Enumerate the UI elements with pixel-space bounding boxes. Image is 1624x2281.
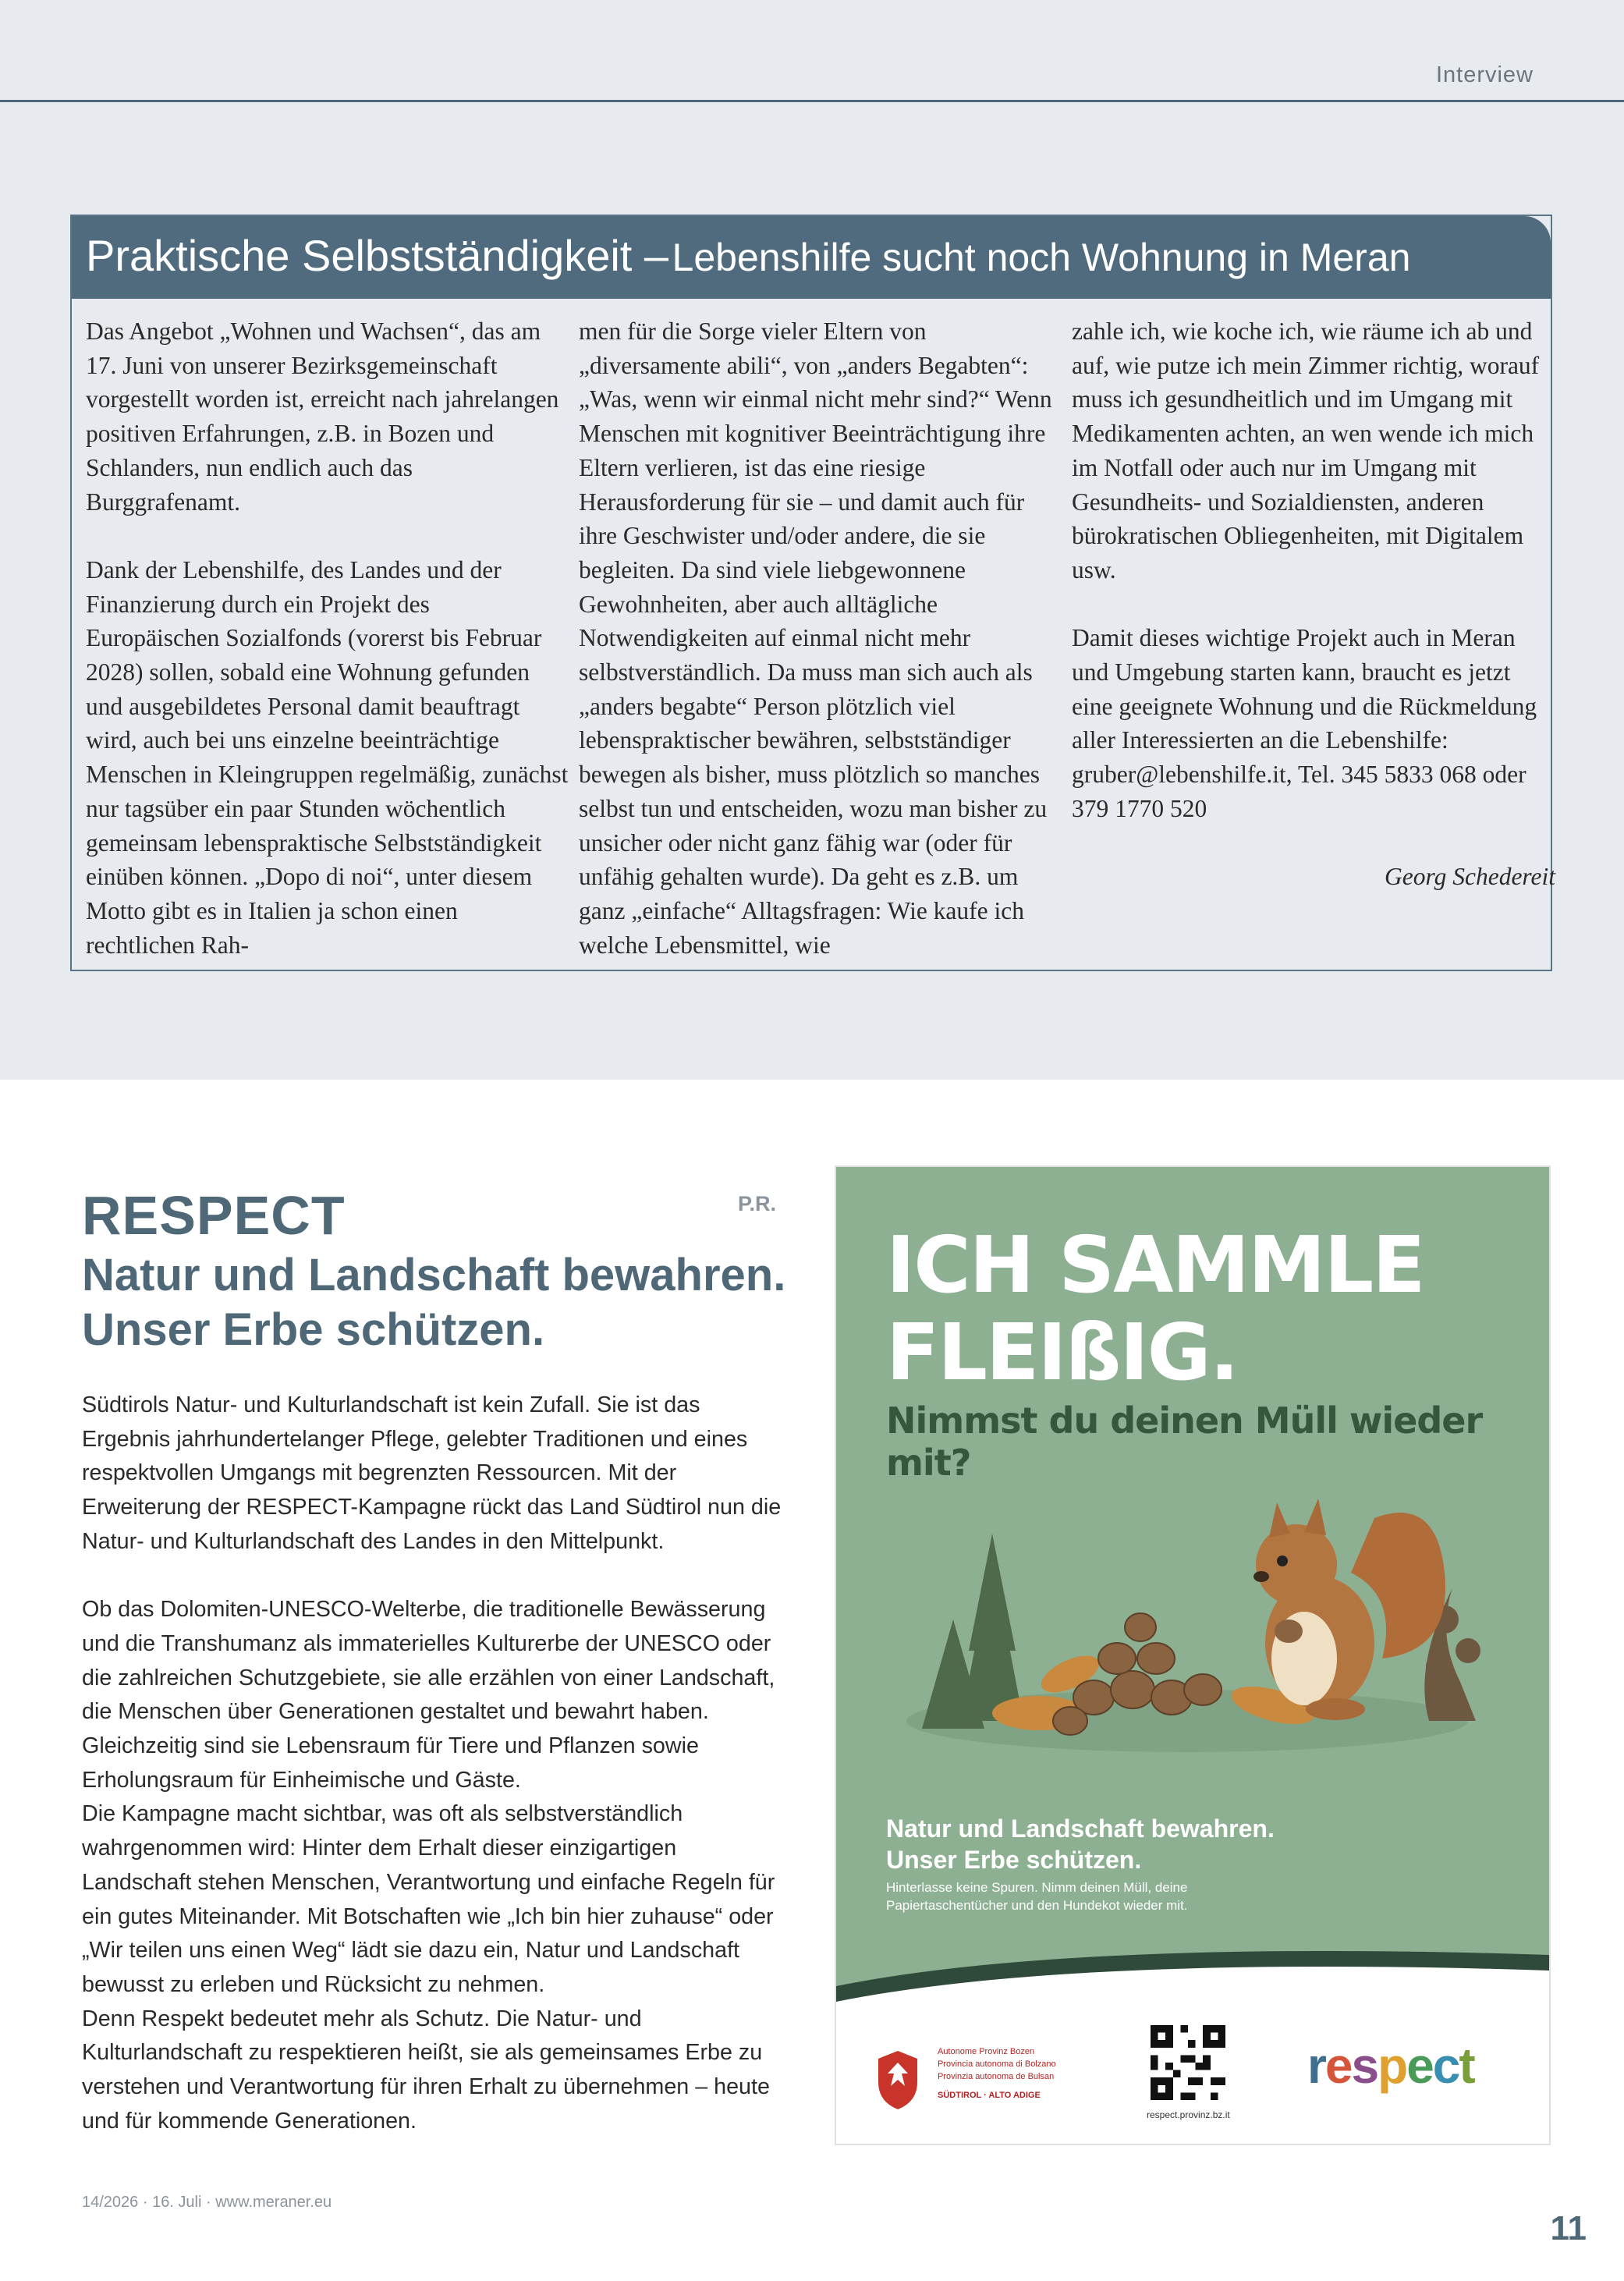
ad-small-text: Hinterlasse keine Spuren. Nimm deinen Müll, deine Papiertaschentücher und den Hundekot wieder mit. [886, 1880, 1188, 1913]
header-rule [0, 100, 1624, 102]
article-column-2 [579, 314, 1062, 962]
article-subtitle: Lebenshilfe sucht noch Wohnung in Meran [672, 236, 1411, 279]
logo-letter: p [1378, 2038, 1407, 2094]
pr-label: P.R. [738, 1192, 777, 1215]
paragraph: zahle ich, wie koche ich, wie räume ich ab und auf, wie putze ich mein Zimmer richtig, worauf muss ich gesundheitlich und im Umgang mit Medikamenten achten, an wen wende ich mich im Notfall oder auch nur im Umgang mit Gesundheits- und Sozialdiensten, anderen bürokratischen Obliegenheiten, mit Digitalem usw. [1072, 317, 1540, 584]
page-number: 11 [1550, 2209, 1587, 2247]
ad-headline-line: ICH SAMMLE [886, 1219, 1424, 1311]
province-region: SÜDTIROL · ALTO ADIGE [938, 2091, 1041, 2100]
ad-question: Nimmst du deinen Müll wieder mit? [886, 1399, 1483, 1484]
respect-title: RESPECT [82, 1185, 346, 1246]
respect-body [82, 1389, 792, 2138]
respect-logo [1307, 2037, 1474, 2095]
article-box [70, 215, 1555, 971]
article-title-bar [72, 216, 1551, 299]
ad-headline [886, 1219, 1424, 1398]
paragraph: Südtirols Natur- und Kulturlandschaft ist kein Zufall. Sie ist das Ergebnis jahrhundertelanger Pflege, gelebter Traditionen und eines respektvollen Umgangs mit begrenzten Ressourcen. Mit der Erweiterung der RESPECT-Kampagne rückt das Land Südtirol nun die Natur- und Kulturlandschaft des Landes in den Mittelpunkt. [82, 1392, 782, 1554]
author: Georg Schedereit [1385, 863, 1555, 891]
qr-url: respect.provinz.bz.it [1147, 2109, 1230, 2120]
section-label: Interview [1435, 62, 1534, 87]
logo-letter: s [1351, 2038, 1378, 2094]
squirrel-illustration [836, 1463, 1549, 1799]
logo-letter: e [1324, 2038, 1352, 2094]
paragraph: Dank der Lebenshilfe, des Landes und der Finanzierung durch ein Projekt des Europäischen Sozialfonds (vorerst bis Februar 2028) sollen, sobald eine Wohnung gefunden und ausgebildetes Personal damit beauftragt wird, auch bei uns einzelne beeinträchtige Menschen in Kleingruppen regelmäßig, zunächst nur tagsüber ein paar Stunden wöchentlich gemeinsam lebenspraktische Selbstständigkeit einüben können. „Dopo di noi“, unter diesem Motto gibt es in Italien ja schon einen rechtlichen Rah- [86, 555, 569, 959]
qr-code-icon [1151, 2025, 1225, 2100]
paragraph: Damit dieses wichtige Projekt auch in Meran und Umgebung starten kann, braucht es jetzt eine geeignete Wohnung und die Rückmeldung aller Interessierten an die Lebenshilfe: gruber@lebenshilfe.it, Tel. 345 5833 068 oder 379 1770 520 [1072, 624, 1537, 822]
article-title: Praktische Selbstständigkeit – [86, 231, 669, 280]
ad-slogan-line: Natur und Landschaft bewahren. [886, 1815, 1275, 1843]
logo-letter: t [1459, 2038, 1474, 2094]
province-line: Provinzia autonoma de Bulsan [938, 2072, 1055, 2081]
province-line: Provincia autonoma di Bolzano [938, 2059, 1056, 2069]
ad-slogan [886, 1813, 1275, 1875]
paragraph: Denn Respekt bedeutet mehr als Schutz. Die Natur- und Kulturlandschaft zu respektieren heißt, sie als gemeinsames Erbe zu verstehen und Verantwortung für ihren Erhalt zu übernehmen – heute und für kommende Generationen. [82, 2006, 770, 2134]
ad-slogan-line: Unser Erbe schützen. [886, 1846, 1142, 1874]
article-column-1 [86, 314, 569, 962]
paragraph: Das Angebot „Wohnen und Wachsen“, das am 17. Juni von unserer Bezirksgemeinschaft vorgestellt worden ist, erreicht nach jahrelangen positiven Erfahrungen, z.B. in Bozen und Schlanders, nun endlich auch das Burggrafenamt. [86, 317, 559, 516]
logo-letter: e [1406, 2038, 1433, 2094]
subtitle-line: Unser Erbe schützen. [82, 1304, 545, 1355]
logo-letter: c [1432, 2038, 1459, 2094]
advertisement [836, 1167, 1549, 2144]
issue-footer: 14/2026 · 16. Juli · www.meraner.eu [82, 2194, 332, 2211]
respect-subtitle [82, 1248, 785, 1357]
paragraph: Ob das Dolomiten-UNESCO-Welterbe, die traditionelle Bewässerung und die Transhumanz als immaterielles Kulturerbe der UNESCO oder die zahlreichen Schutzgebiete, sie alle erzählen von einer Landschaft, die Menschen über Generationen gestaltet und bewahrt haben. Gleichzeitig sind sie Lebensraum für Tiere und Pflanzen sowie Erholungsraum für Einheimische und Gäste. [82, 1597, 775, 1793]
paragraph: Die Kampagne macht sichtbar, was oft als selbstverständlich wahrgenommen wird: Hinter dem Erhalt dieser einzigartigen Landschaft stehen Menschen, Verantwortung und einfache Regeln für ein gutes Miteinander. Mit Botschaften wie „Ich bin hier zuhause“ oder „Wir teilen uns einen Weg“ lädt sie dazu ein, Natur und Landschaft bewusst zu erleben und Rücksicht zu nehmen. [82, 1801, 775, 1997]
paragraph: men für die Sorge vieler Eltern von „diversamente abili“, von „anders Begabten“: „Was, wenn wir einmal nicht mehr sind?“ Wenn Menschen mit kognitiver Beeinträchtigung ihre Eltern verlieren, ist das eine riesige Herausforderung für sie – und damit auch für ihre Geschwister und/oder andere, die sie begleiten. Da sind viele liebgewonnene Gewohnheiten, aber auch alltägliche Notwendigkeiten auf einmal nicht mehr selbstverständlich. Da muss man sich auch als „anders begabte“ Person plötzlich viel lebenspraktischer bewähren, selbstständiger bewegen als bisher, muss plötzlich so manches selbst tun und entscheiden, wozu man bisher zu unsicher oder nicht ganz fähig war (oder für unfähig gehalten wurde). Da geht es z.B. um ganz „einfache“ Alltagsfragen: Wie kaufe ich welche Lebensmittel, wie [579, 317, 1052, 959]
eagle-icon [871, 2047, 925, 2112]
ad-headline-line: FLEIßIG. [886, 1307, 1238, 1398]
subtitle-line: Natur und Landschaft bewahren. [82, 1250, 786, 1300]
article-column-3 [1072, 314, 1555, 894]
province-line: Autonome Provinz Bozen [938, 2047, 1035, 2056]
logo-letter: r [1307, 2038, 1325, 2094]
